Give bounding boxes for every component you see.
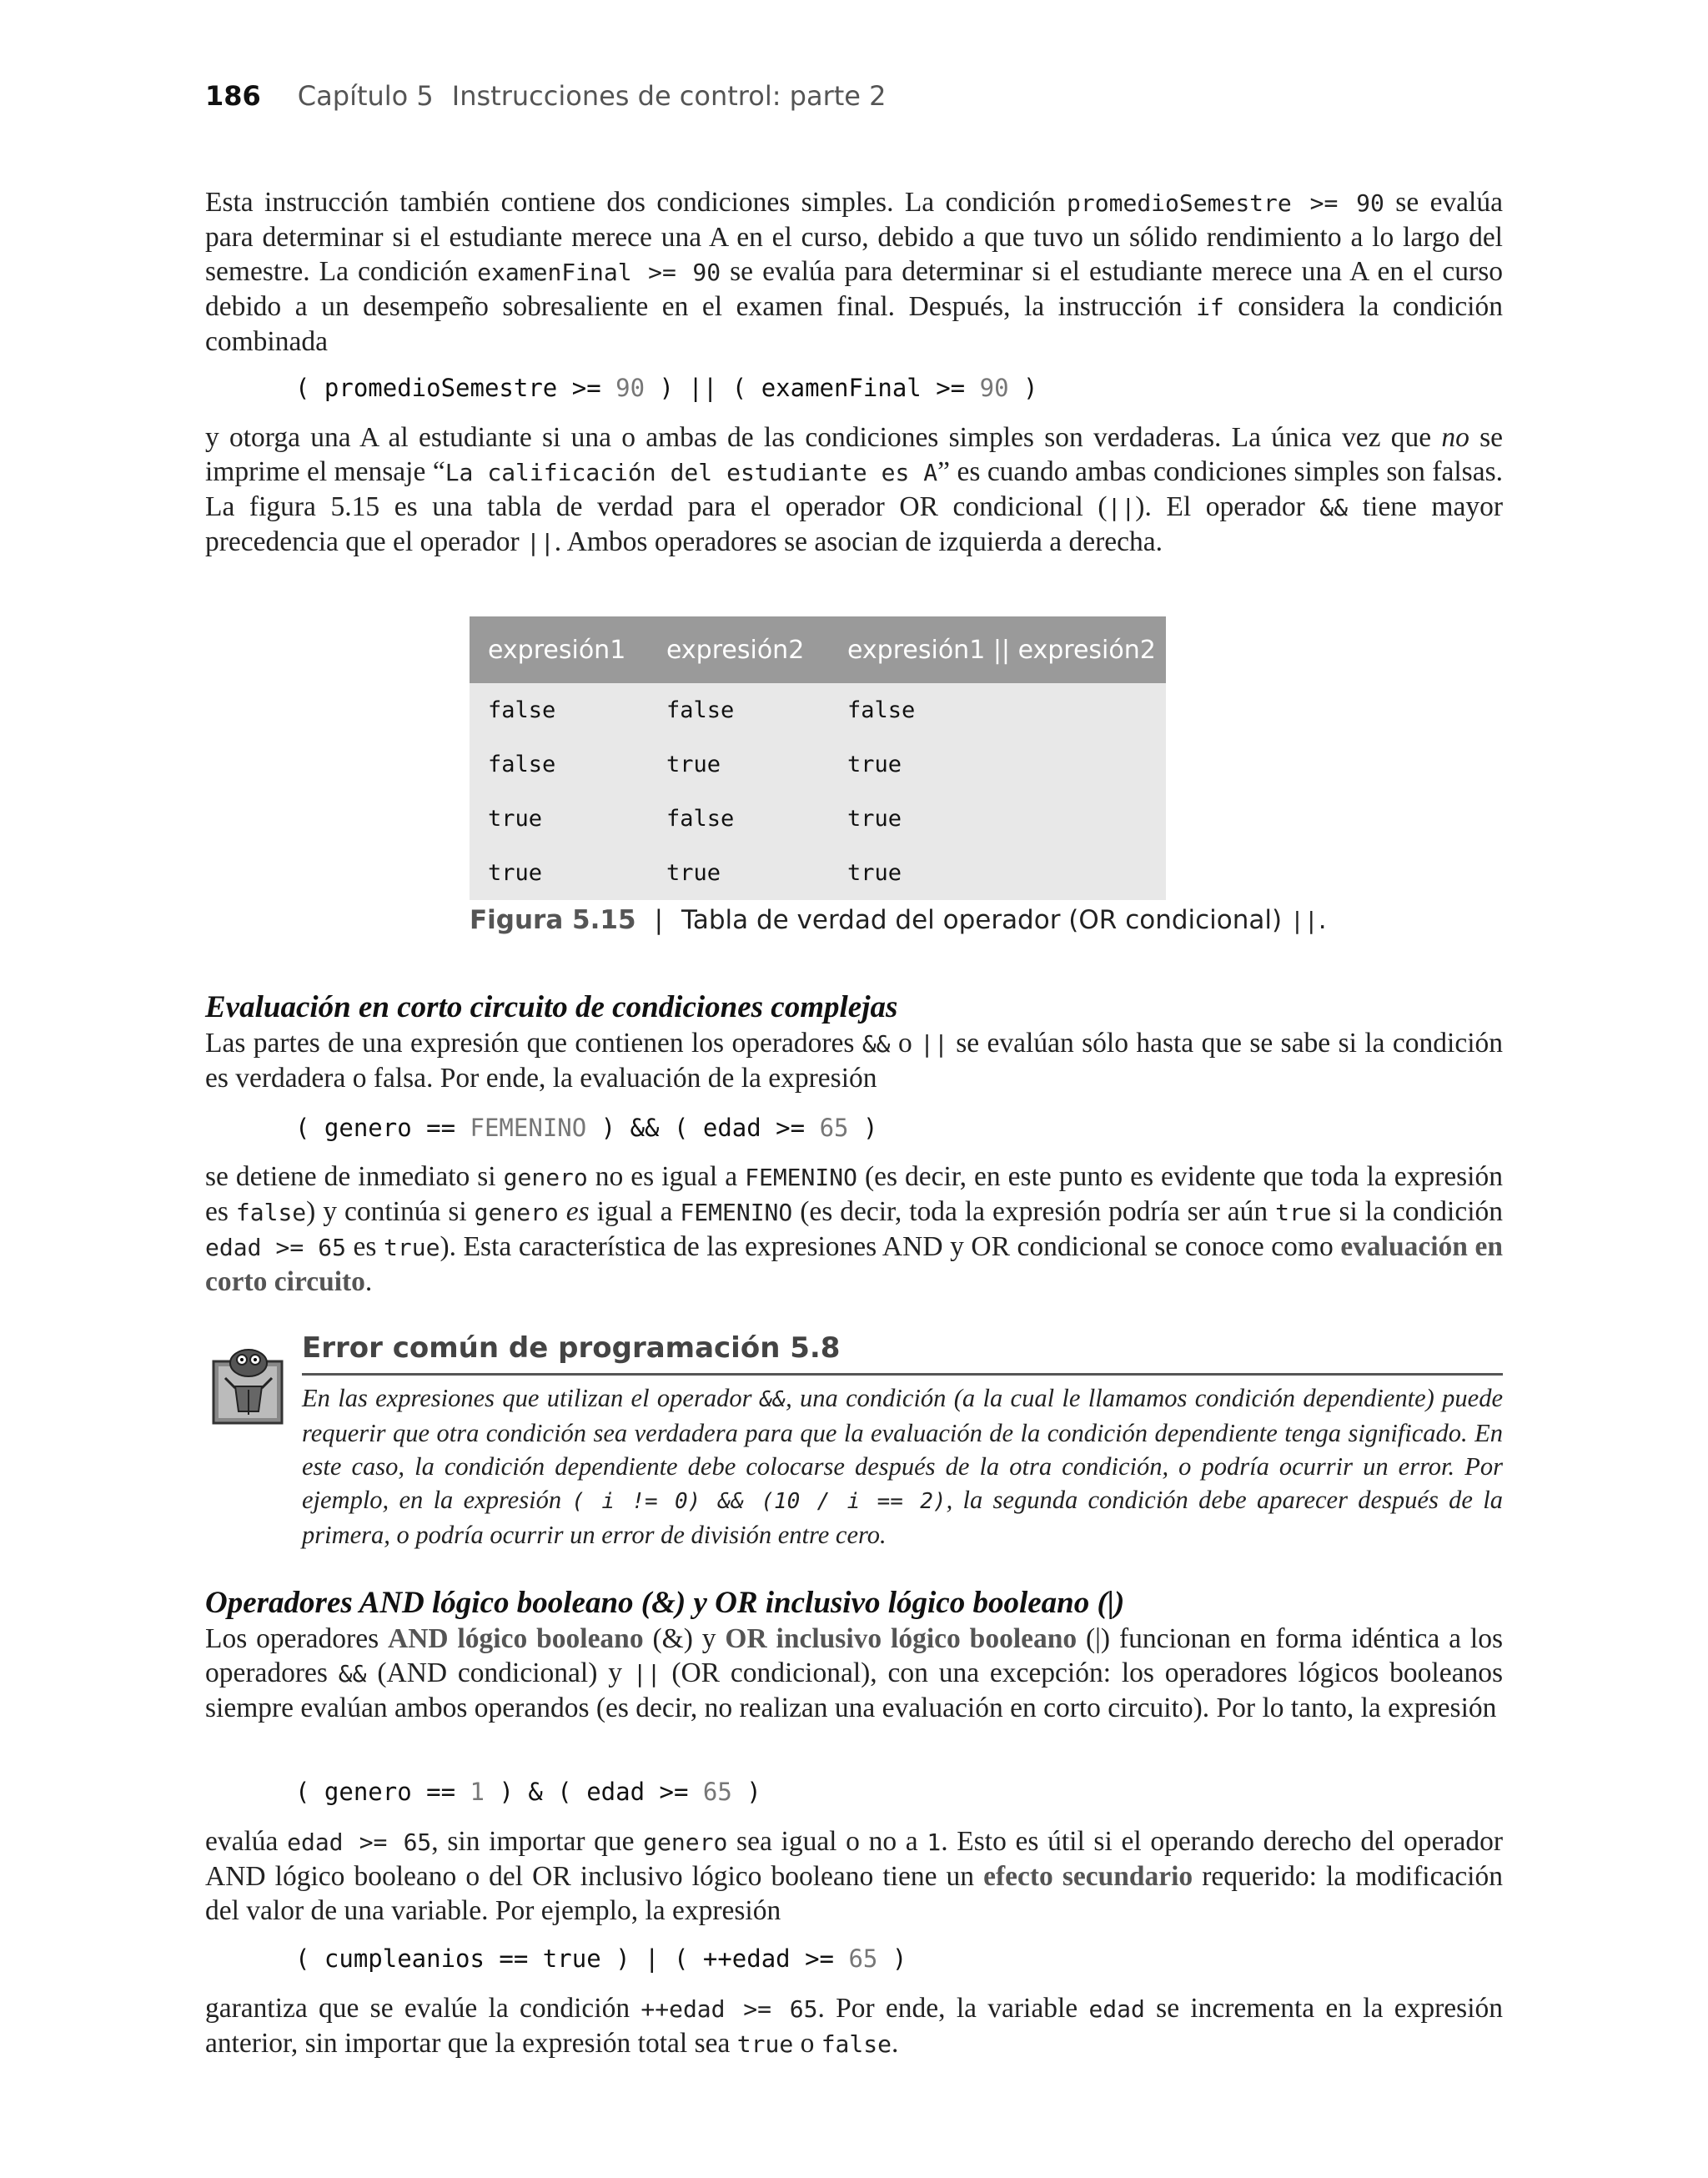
section-title-short-circuit: Evaluación en corto circuito de condiciones complejas bbox=[205, 990, 898, 1024]
paragraph-conclusion: garantiza que se evalúe la condición ++edad >= 65. Por ende, la variable edad se incrementa en la expresión anterior, sin importar que la expresión total sea true o false. bbox=[205, 1993, 1503, 2059]
code-expression-boolean-and: ( genero == 1 ) & ( edad >= 65 ) bbox=[295, 1778, 761, 1806]
paragraph-short-circuit-detail: se detiene de inmediato si genero no es igual a FEMENINO (es decir, en este punto es evidente que toda la expresión es false) y continúa si genero es igual a FEMENINO (es decir, toda la expresión podría ser aún true si la condición edad >= 65 es true). Esta característica de las expresiones AND y OR condicional se conoce como evaluación en corto circuito. bbox=[205, 1161, 1504, 1297]
running-header bbox=[205, 80, 887, 113]
column-header: expresión2 bbox=[666, 635, 805, 665]
column-header: expresión1 || expresión2 bbox=[847, 635, 1156, 665]
column-header: expresión1 bbox=[488, 635, 626, 665]
paragraph-intro: Esta instrucción también contiene dos condiciones simples. La condición promedioSemestre >= 90 se evalúa para determinar si el estudiante merece una A en el curso, debido a que tuvo un sólido rendimiento a lo largo del semestre. La condición examenFinal >= 90 se evalúa para determinar si el estudiante merece una A en el curso debido a un desempeño sobresaliente en el examen final. Después, la instrucción if considera la condición combinada bbox=[205, 187, 1503, 357]
error-box-rule bbox=[302, 1373, 1503, 1376]
table-row: false true true bbox=[470, 737, 1166, 792]
table-row: false false false bbox=[470, 683, 1166, 737]
truth-table bbox=[470, 616, 1166, 900]
error-box-text: En las expresiones que utilizan el operador &&, una condición (a la cual le llamamos condición dependiente) puede requerir que otra condición sea verdadera para que la evaluación de la condición dependiente tenga significado. En este caso, la condición dependiente debe colocarse después de la otra condición, o podría ocurrir un error. Por ejemplo, en la expresión ( i != 0) && (10 / i == 2), la segunda condición debe aparecer después de la primera, o podría ocurrir un error de división entre cero. bbox=[302, 1384, 1503, 1549]
table-row: true false true bbox=[470, 792, 1166, 846]
section-title-boolean-operators: Operadores AND lógico booleano (&) y OR inclusivo lógico booleano (|) bbox=[205, 1586, 1125, 1620]
code-expression-boolean-or: ( cumpleanios == true ) | ( ++edad >= 65 ) bbox=[295, 1944, 907, 1973]
figure-label: Figura 5.15 bbox=[470, 905, 636, 935]
figure-caption: Figura 5.15 | Tabla de verdad del operador (OR condicional) ||. bbox=[470, 905, 1327, 935]
table-row: true true true bbox=[470, 846, 1166, 900]
code-expression-or: ( promedioSemestre >= 90 ) || ( examenFinal >= 90 ) bbox=[295, 374, 1038, 402]
paragraph-short-circuit-intro: Las partes de una expresión que contienen los operadores && o || se evalúan sólo hasta que se sabe si la condición es verdadera o falsa. Por ende, la evaluación de la expresión bbox=[205, 1028, 1503, 1094]
table-header-row bbox=[470, 616, 1166, 683]
paragraph-or-explanation: y otorga una A al estudiante si una o ambas de las condiciones simples son verdaderas. La única vez que no se imprime el mensaje “La calificación del estudiante es A” es cuando ambas condiciones simples son falsas. La figura 5.15 es una tabla de verdad para el operador OR condicional (||). El operador && tiene mayor precedencia que el operador ||. Ambos operadores se asocian de izquierda a derecha. bbox=[205, 422, 1504, 557]
paragraph-side-effect: evalúa edad >= 65, sin importar que genero sea igual o no a 1. Esto es útil si el operando derecho del operador AND lógico booleano o del OR inclusivo lógico booleano tiene un efecto secundario requerido: la modificación del valor de una variable. Por ejemplo, la expresión bbox=[205, 1826, 1503, 1926]
error-box-title: Error común de programación 5.8 bbox=[302, 1331, 841, 1365]
chapter-label: Capítulo 5 bbox=[297, 80, 434, 112]
bug-warning-icon bbox=[210, 1345, 287, 1428]
chapter-title: Instrucciones de control: parte 2 bbox=[451, 80, 887, 112]
page-number: 186 bbox=[205, 80, 261, 112]
code-expression-and: ( genero == FEMENINO ) && ( edad >= 65 ) bbox=[295, 1114, 878, 1142]
paragraph-boolean-operators: Los operadores AND lógico booleano (&) y OR inclusivo lógico booleano (|) funcionan en forma idéntica a los operadores && (AND condicional) y || (OR condicional), con una excepción: los operadores lógicos booleanos siempre evalúan ambos operandos (es decir, no realizan una evaluación en corto circuito). Por lo tanto, la expresión bbox=[205, 1623, 1503, 1723]
